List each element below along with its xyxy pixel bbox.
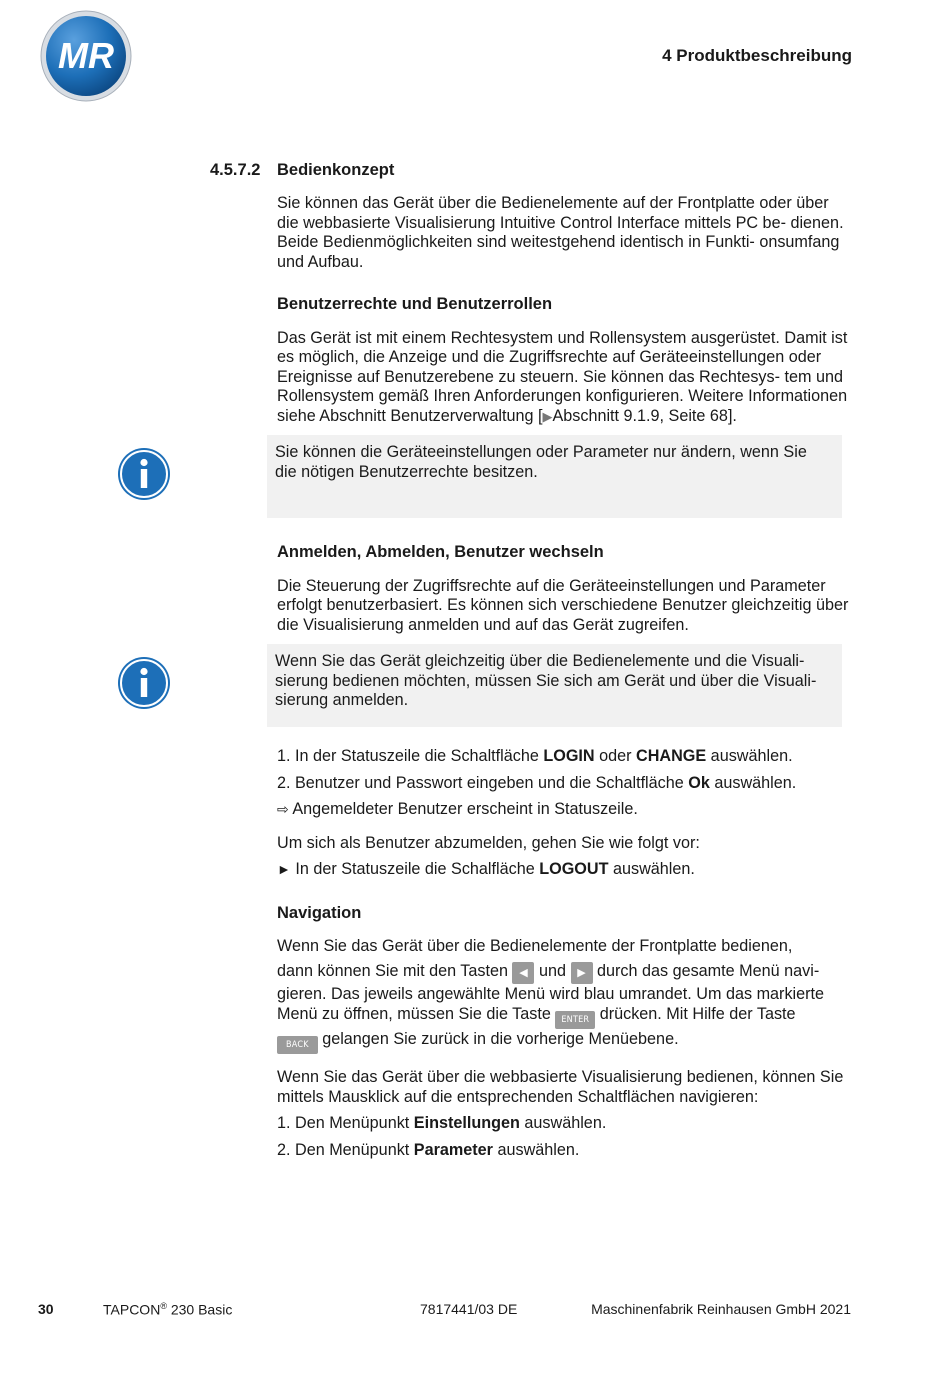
login-result bbox=[277, 800, 852, 820]
step-text: auswählen. bbox=[608, 860, 695, 878]
left-key-icon: ◀ bbox=[512, 962, 534, 984]
nav-text: dann können Sie mit den Tasten bbox=[277, 961, 513, 980]
step-text: In der Statuszeile die Schalfläche bbox=[295, 860, 540, 878]
info-note-login bbox=[267, 644, 842, 727]
logout-label: LOGOUT bbox=[539, 860, 609, 878]
mr-logo bbox=[40, 10, 132, 102]
rights-reference-link[interactable]: Abschnitt 9.1.9, Seite 68 bbox=[552, 406, 728, 425]
menu-einstellungen: Einstellungen bbox=[413, 1114, 520, 1132]
navigation-paragraph bbox=[277, 961, 852, 1055]
heading-navigation: Navigation bbox=[277, 903, 362, 922]
login-step-2 bbox=[277, 774, 852, 794]
menu-parameter: Parameter bbox=[413, 1140, 493, 1159]
logout-intro: Um sich als Benutzer abzumelden, gehen Sie wie folgt vor: bbox=[277, 833, 700, 852]
navigation-web-paragraph: Wenn Sie das Gerät über die webbasierte Visualisierung bedienen, können Sie mittels Mausklick auf die entsprechenden Schaltflächen navigieren: bbox=[277, 1068, 844, 1106]
step-text: 2. Benutzer und Passwort eingeben und die Schaltfläche bbox=[277, 773, 689, 792]
nav-text: durch das gesamte Menü navi- gieren. Das jeweils angewählte Menü wird blau umrandet. Um das markierte Menü zu öffnen, müssen Sie die Taste bbox=[277, 961, 825, 1023]
main-content bbox=[277, 194, 852, 1160]
product-name bbox=[103, 1301, 232, 1318]
step-text: oder bbox=[594, 747, 637, 765]
heading-rights: Benutzerrechte und Benutzerrollen bbox=[277, 295, 553, 313]
step-text: 1. Den Menüpunkt bbox=[277, 1114, 414, 1132]
chapter-title: 4 Produktbeschreibung bbox=[662, 46, 852, 65]
rights-paragraph bbox=[277, 329, 852, 427]
navigation-step-2 bbox=[277, 1141, 852, 1161]
change-label: CHANGE bbox=[636, 747, 707, 765]
step-text: 2. Den Menüpunkt bbox=[277, 1140, 414, 1159]
section-number: 4.5.7.2 bbox=[210, 161, 261, 179]
info-icon bbox=[117, 656, 171, 710]
ok-label: Ok bbox=[688, 773, 710, 792]
info-note-rights bbox=[267, 435, 842, 518]
note-text-rights: Sie können die Geräteeinstellungen oder Parameter nur ändern, wenn Sie die nötigen Benutzerrechte besitzen. bbox=[275, 443, 807, 481]
step-text: 1. In der Statuszeile die Schaltfläche bbox=[277, 747, 544, 765]
nav-text: drücken. Mit Hilfe der Taste bbox=[595, 1005, 796, 1023]
step-text: auswählen. bbox=[706, 747, 793, 765]
back-key: BACK bbox=[277, 1036, 318, 1054]
navigation-line-1: Wenn Sie das Gerät über die Bedienelemente der Frontplatte bedienen, bbox=[277, 937, 793, 955]
step-text: auswählen. bbox=[709, 773, 797, 792]
result-text: Angemeldeter Benutzer erscheint in Statuszeile. bbox=[292, 800, 638, 818]
company-name: Maschinenfabrik Reinhausen GmbH 2021 bbox=[591, 1301, 851, 1317]
login-paragraph: Die Steuerung der Zugriffsrechte auf die Geräteeinstellungen und Parameter erfolgt benutzerbasiert. Es können sich verschiedene Benutzer gleichzeitig über die Visualisierung anmelden und auf das Gerät zugreifen. bbox=[277, 576, 849, 634]
right-key-icon: ▶ bbox=[571, 962, 593, 984]
section-title: Bedienkonzept bbox=[277, 161, 395, 179]
nav-text: gelangen Sie zurück in die vorherige Menüebene. bbox=[317, 1030, 679, 1048]
info-icon bbox=[117, 447, 171, 501]
page-number: 30 bbox=[38, 1301, 54, 1317]
enter-key: ENTER bbox=[555, 1011, 595, 1029]
heading-login: Anmelden, Abmelden, Benutzer wechseln bbox=[277, 543, 604, 561]
action-triangle-icon: ► bbox=[277, 861, 291, 877]
registered-mark: ® bbox=[160, 1301, 167, 1311]
rights-text: Das Gerät ist mit einem Rechtesystem und Rollensystem ausgerüstet. Damit ist es möglich, die Anzeige und die Zugriffsrechte auf Geräteeinstellungen oder Ereignisse auf Benutzerebene zu steuern. Sie können das Rechtesys- tem und Rollensystem gemäß Ihren Anforderungen konfigurieren. Weitere Informationen siehe Abschnitt Benutzerverwaltung [ bbox=[277, 328, 848, 425]
step-text: auswählen. bbox=[519, 1114, 607, 1132]
navigation-step-1 bbox=[277, 1114, 852, 1134]
logo-text: MR bbox=[58, 35, 114, 76]
logout-step bbox=[277, 860, 852, 880]
result-arrow-icon: ⇨ bbox=[277, 801, 289, 817]
product-model: 230 Basic bbox=[166, 1301, 233, 1318]
step-text: auswählen. bbox=[492, 1140, 580, 1159]
document-number: 7817441/03 DE bbox=[420, 1301, 518, 1317]
product-text: TAPCON bbox=[103, 1301, 161, 1318]
nav-text: und bbox=[534, 961, 571, 980]
rights-text-end: ]. bbox=[727, 406, 737, 425]
login-label: LOGIN bbox=[543, 747, 595, 765]
note-text-login: Wenn Sie das Gerät gleichzeitig über die Bedienelemente und die Visuali- sierung bedienen möchten, müssen Sie sich am Gerät und über die Visuali- sierung anmelden. bbox=[275, 652, 817, 709]
intro-paragraph: Sie können das Gerät über die Bedienelemente auf der Frontplatte oder über die webbasierte Visualisierung Intuitive Control Interface mittels PC be- dienen. Beide Bedienmöglichkeiten sind weitestgehend identisch in Funkti- onsumfang und Aufbau. bbox=[277, 194, 844, 271]
login-step-1 bbox=[277, 747, 852, 767]
reference-arrow-icon: ▶ bbox=[542, 408, 553, 424]
